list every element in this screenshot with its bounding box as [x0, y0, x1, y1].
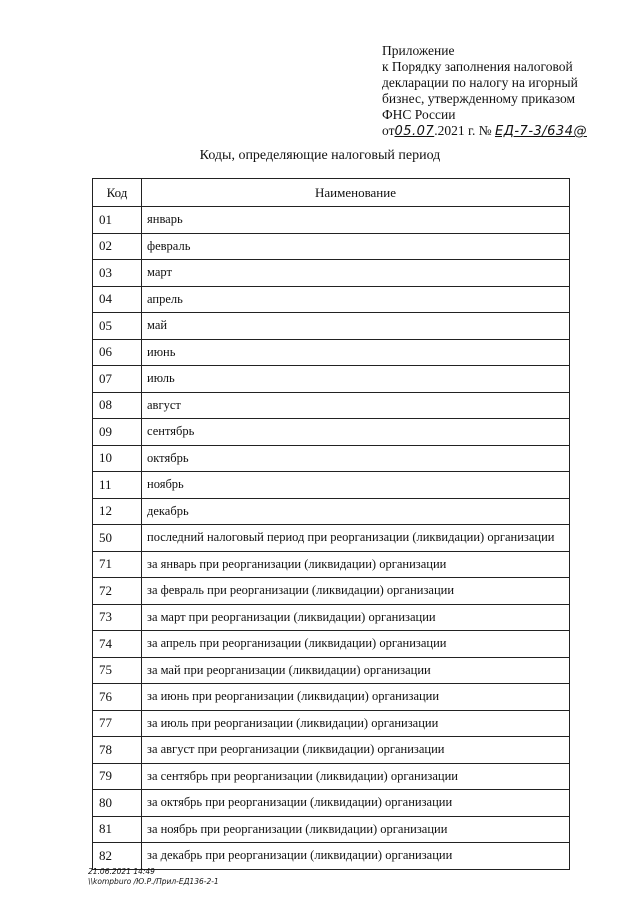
- period-code: 11: [93, 472, 142, 499]
- period-code: 74: [93, 631, 142, 658]
- table-row: [93, 763, 570, 790]
- table-row: [93, 498, 570, 525]
- table-row: [93, 260, 570, 287]
- period-code: 02: [93, 233, 142, 260]
- period-name: за апрель при реорганизации (ликвидации) организации: [142, 631, 570, 658]
- codes-table: [92, 178, 570, 870]
- period-name: июнь: [142, 339, 570, 366]
- table-row: [93, 392, 570, 419]
- table-row: [93, 843, 570, 870]
- order-reference: [382, 123, 632, 140]
- period-name: за июль при реорганизации (ликвидации) организации: [142, 710, 570, 737]
- order-date-handwritten: 05.07: [394, 124, 435, 139]
- period-name: за сентябрь при реорганизации (ликвидации) организации: [142, 763, 570, 790]
- column-header-code: Код: [93, 179, 142, 207]
- table-row: [93, 816, 570, 843]
- footer-path: \\kompburo /Ю.Р./Прил-ЕД136-2-1: [88, 877, 219, 886]
- table-row: [93, 445, 570, 472]
- table-row: [93, 339, 570, 366]
- period-code: 12: [93, 498, 142, 525]
- table-row: [93, 366, 570, 393]
- appendix-line: Приложение: [382, 43, 455, 58]
- period-code: 03: [93, 260, 142, 287]
- period-code: 78: [93, 737, 142, 764]
- period-name: за декабрь при реорганизации (ликвидации) организации: [142, 843, 570, 870]
- appendix-line: к Порядку заполнения налоговой: [382, 59, 573, 74]
- table-row: [93, 578, 570, 605]
- table-row: [93, 604, 570, 631]
- period-code: 73: [93, 604, 142, 631]
- period-code: 76: [93, 684, 142, 711]
- period-name: за февраль при реорганизации (ликвидации) организации: [142, 578, 570, 605]
- table-row: [93, 207, 570, 234]
- period-code: 79: [93, 763, 142, 790]
- period-name: январь: [142, 207, 570, 234]
- period-code: 82: [93, 843, 142, 870]
- document-title: Коды, определяющие налоговый период: [199, 148, 441, 163]
- period-name: декабрь: [142, 498, 570, 525]
- period-name: за ноябрь при реорганизации (ликвидации) организации: [142, 816, 570, 843]
- period-code: 50: [93, 525, 142, 552]
- period-name: последний налоговый период при реорганизации (ликвидации) организации: [142, 525, 570, 552]
- column-header-name: Наименование: [142, 179, 570, 207]
- order-year: .2021 г. №: [434, 123, 492, 138]
- period-name: август: [142, 392, 570, 419]
- order-prefix: от: [382, 123, 395, 138]
- period-code: 06: [93, 339, 142, 366]
- period-name: ноябрь: [142, 472, 570, 499]
- period-code: 81: [93, 816, 142, 843]
- period-name: июль: [142, 366, 570, 393]
- period-code: 77: [93, 710, 142, 737]
- period-name: апрель: [142, 286, 570, 313]
- table-header-row: [93, 179, 570, 207]
- period-name: март: [142, 260, 570, 287]
- table-row: [93, 419, 570, 446]
- table-row: [93, 737, 570, 764]
- period-name: сентябрь: [142, 419, 570, 446]
- table-row: [93, 313, 570, 340]
- table-row: [93, 472, 570, 499]
- period-code: 71: [93, 551, 142, 578]
- table-row: [93, 233, 570, 260]
- table-body: [93, 207, 570, 870]
- period-code: 09: [93, 419, 142, 446]
- table-row: [93, 684, 570, 711]
- period-code: 75: [93, 657, 142, 684]
- order-number-handwritten: ЕД-7-3/634@: [494, 124, 587, 139]
- period-name: за май при реорганизации (ликвидации) организации: [142, 657, 570, 684]
- appendix-line: декларации по налогу на игорный: [382, 75, 578, 90]
- table-row: [93, 631, 570, 658]
- period-name: май: [142, 313, 570, 340]
- table-row: [93, 790, 570, 817]
- period-name: за январь при реорганизации (ликвидации) организации: [142, 551, 570, 578]
- period-code: 07: [93, 366, 142, 393]
- period-name: февраль: [142, 233, 570, 260]
- footer: [88, 867, 219, 887]
- table-row: [93, 286, 570, 313]
- table-row: [93, 710, 570, 737]
- period-code: 08: [93, 392, 142, 419]
- period-name: октябрь: [142, 445, 570, 472]
- appendix-header: [382, 43, 632, 140]
- period-code: 10: [93, 445, 142, 472]
- period-name: за июнь при реорганизации (ликвидации) организации: [142, 684, 570, 711]
- footer-timestamp: 21.06.2021 14:49: [88, 867, 155, 876]
- period-code: 01: [93, 207, 142, 234]
- period-name: за март при реорганизации (ликвидации) организации: [142, 604, 570, 631]
- table-row: [93, 657, 570, 684]
- appendix-line: бизнес, утвержденному приказом: [382, 91, 576, 106]
- period-code: 05: [93, 313, 142, 340]
- period-name: за август при реорганизации (ликвидации) организации: [142, 737, 570, 764]
- period-code: 80: [93, 790, 142, 817]
- period-code: 04: [93, 286, 142, 313]
- period-name: за октябрь при реорганизации (ликвидации) организации: [142, 790, 570, 817]
- period-code: 72: [93, 578, 142, 605]
- appendix-line: ФНС России: [382, 107, 456, 122]
- table-row: [93, 551, 570, 578]
- table-row: [93, 525, 570, 552]
